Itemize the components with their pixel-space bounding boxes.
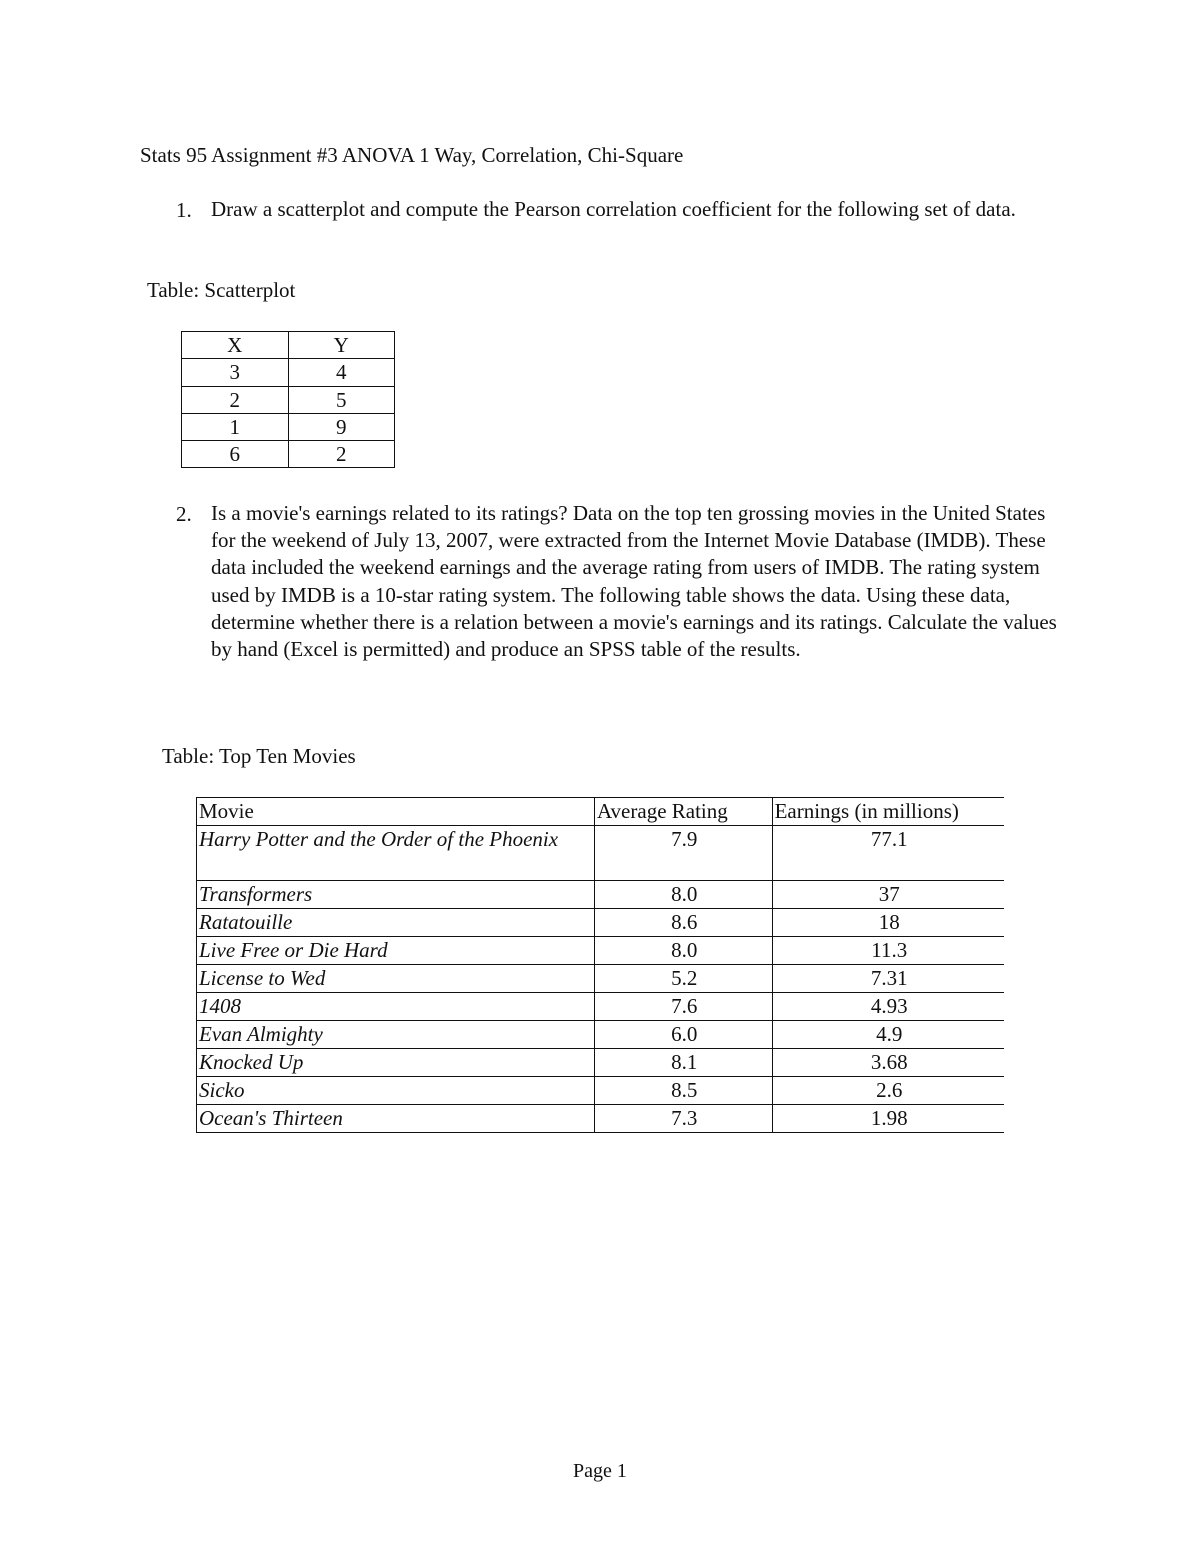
table-row <box>197 1077 1005 1105</box>
average-rating: 5.2 <box>594 965 772 993</box>
movie-title: Knocked Up <box>197 1049 595 1077</box>
earnings: 2.6 <box>772 1077 1004 1105</box>
average-rating: 8.1 <box>594 1049 772 1077</box>
question-2-text: Is a movie's earnings related to its ratings? Data on the top ten grossing movies in the United States for the weekend of July 13, 2007, were extracted from the Internet Movie Database (IMDB). These data included the weekend earnings and the average rating from users of IMDB. The rating system used by IMDB is a 10-star rating system. The following table shows the data. Using these data, determine whether there is a relation between a movie's earnings and its ratings. Calculate the values by hand (Excel is permitted) and produce an SPSS table of the results. <box>211 501 1057 662</box>
question-1-number: 1. <box>176 198 192 222</box>
movie-title: Ratatouille <box>197 909 595 937</box>
table-row <box>182 359 395 386</box>
table-row <box>197 965 1005 993</box>
header-earnings: Earnings (in millions) <box>772 798 1004 826</box>
table-row <box>197 937 1005 965</box>
cell-y: 5 <box>288 386 395 413</box>
earnings: 7.31 <box>772 965 1004 993</box>
question-1-text: Draw a scatterplot and compute the Pearson correlation coefficient for the following set of data. <box>211 197 1016 221</box>
earnings: 77.1 <box>772 826 1004 881</box>
average-rating: 8.6 <box>594 909 772 937</box>
movies-table-caption: Table: Top Ten Movies <box>162 744 356 768</box>
average-rating: 8.0 <box>594 937 772 965</box>
cell-y: 4 <box>288 359 395 386</box>
earnings: 37 <box>772 881 1004 909</box>
table-row <box>197 826 1005 881</box>
table-header-row <box>182 332 395 359</box>
table-row <box>197 909 1005 937</box>
average-rating: 7.3 <box>594 1105 772 1133</box>
earnings: 1.98 <box>772 1105 1004 1133</box>
earnings: 18 <box>772 909 1004 937</box>
top-ten-movies-table <box>196 797 1004 1133</box>
cell-x: 3 <box>182 359 289 386</box>
table-row <box>197 1021 1005 1049</box>
table-row <box>197 1105 1005 1133</box>
header-average-rating: Average Rating <box>594 798 772 826</box>
movie-title: Live Free or Die Hard <box>197 937 595 965</box>
header-x: X <box>182 332 289 359</box>
average-rating: 8.0 <box>594 881 772 909</box>
movie-title: Harry Potter and the Order of the Phoenix <box>197 826 595 881</box>
movie-title: Sicko <box>197 1077 595 1105</box>
table-header-row <box>197 798 1005 826</box>
movie-title: Evan Almighty <box>197 1021 595 1049</box>
average-rating: 8.5 <box>594 1077 772 1105</box>
earnings: 4.9 <box>772 1021 1004 1049</box>
header-y: Y <box>288 332 395 359</box>
cell-x: 1 <box>182 413 289 440</box>
table-row <box>182 386 395 413</box>
question-2-number: 2. <box>176 502 192 526</box>
scatterplot-table-caption: Table: Scatterplot <box>147 278 296 302</box>
movie-title: 1408 <box>197 993 595 1021</box>
scatterplot-data-table <box>181 331 395 468</box>
average-rating: 7.9 <box>594 826 772 881</box>
earnings: 11.3 <box>772 937 1004 965</box>
table-row <box>182 441 395 468</box>
cell-y: 2 <box>288 441 395 468</box>
table-row <box>197 1049 1005 1077</box>
table-row <box>182 413 395 440</box>
cell-x: 6 <box>182 441 289 468</box>
header-movie: Movie <box>197 798 595 826</box>
table-row <box>197 881 1005 909</box>
movie-title: Transformers <box>197 881 595 909</box>
table-row <box>197 993 1005 1021</box>
movie-title: License to Wed <box>197 965 595 993</box>
average-rating: 6.0 <box>594 1021 772 1049</box>
earnings: 4.93 <box>772 993 1004 1021</box>
average-rating: 7.6 <box>594 993 772 1021</box>
movie-title: Ocean's Thirteen <box>197 1105 595 1133</box>
earnings: 3.68 <box>772 1049 1004 1077</box>
cell-y: 9 <box>288 413 395 440</box>
cell-x: 2 <box>182 386 289 413</box>
document-title: Stats 95 Assignment #3 ANOVA 1 Way, Correlation, Chi-Square <box>140 143 684 167</box>
page-number: Page 1 <box>573 1460 627 1482</box>
